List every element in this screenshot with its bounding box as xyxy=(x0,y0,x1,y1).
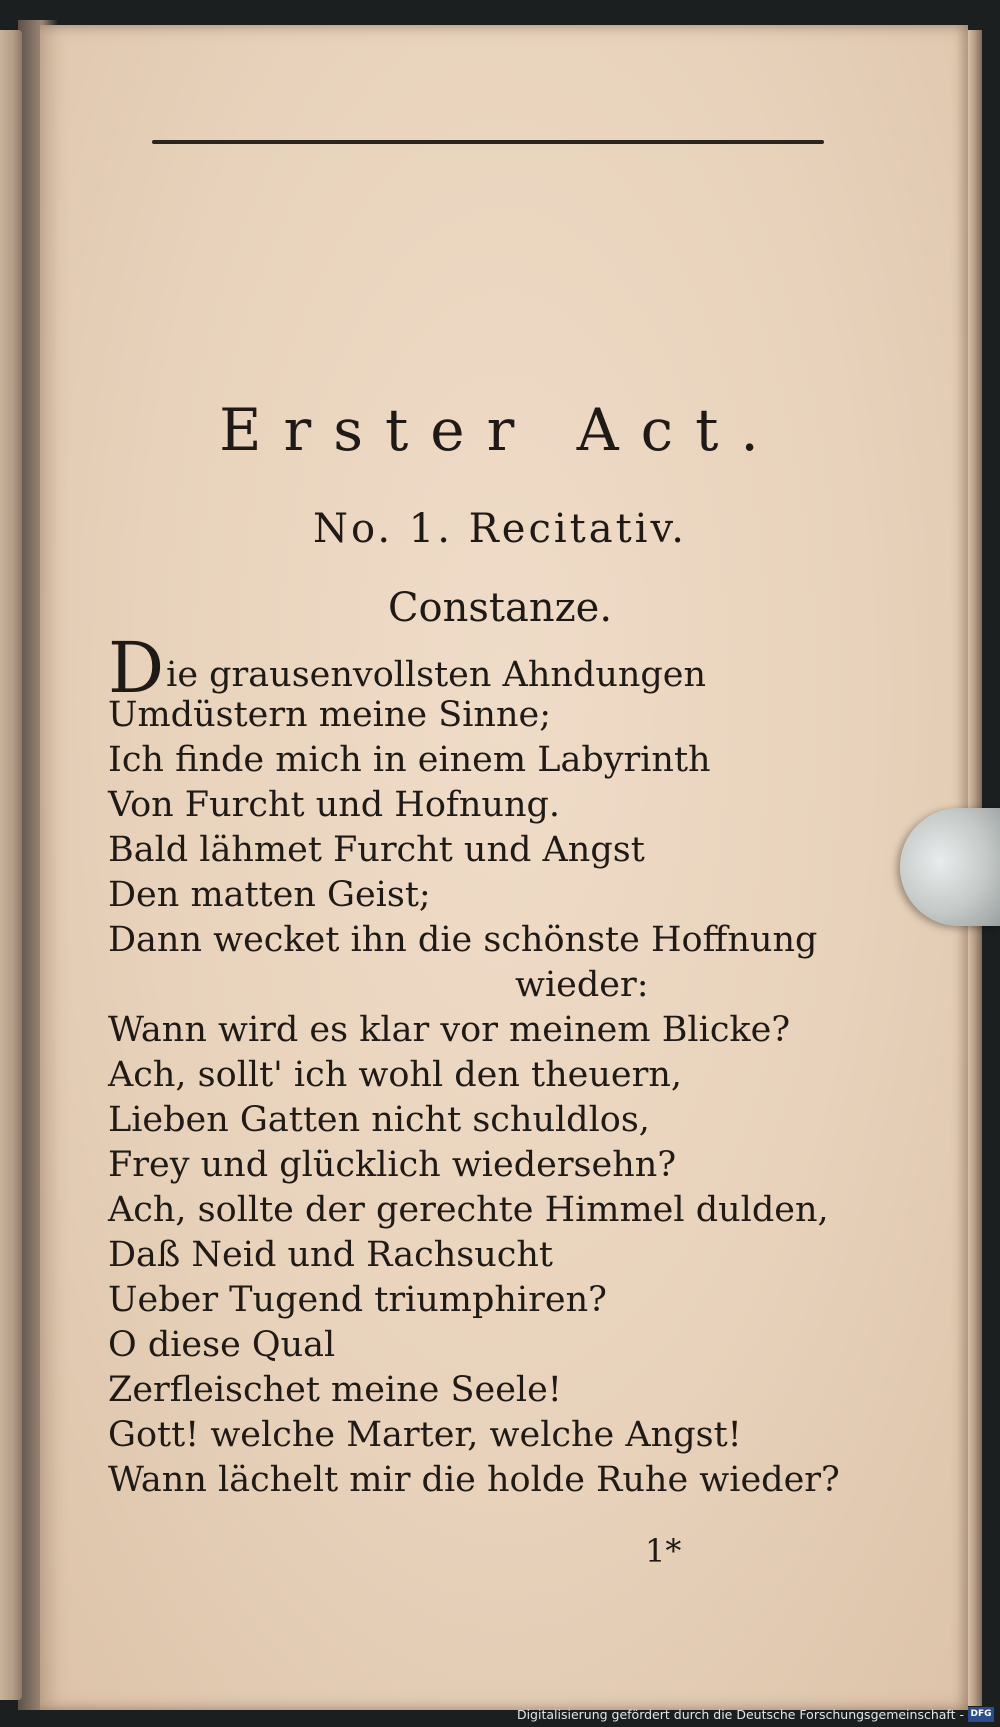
verse-line: Ach, sollt' ich wohl den theuern, xyxy=(108,1055,683,1095)
verse-line: Dann wecket ihn die schönste Hoffnung xyxy=(108,920,818,960)
speaker-name: Constanze. xyxy=(387,585,613,631)
verse-line: Den matten Geist; xyxy=(108,875,431,915)
recitative-text xyxy=(108,627,868,1503)
verse-line: Bald lähmet Furcht und Angst xyxy=(108,830,645,870)
drop-cap: D xyxy=(108,627,165,709)
verse-line xyxy=(108,627,868,709)
verse-line: O diese Qual xyxy=(108,1325,336,1365)
number-heading: No. 1. Recitativ. xyxy=(312,506,688,552)
verse-line: Wann lächelt mir die holde Ruhe wieder? xyxy=(108,1460,840,1500)
verse-line: Frey und glücklich wiedersehn? xyxy=(108,1145,677,1185)
signature-mark: 1* xyxy=(645,1532,682,1570)
verse-line: Daß Neid und Rachsucht xyxy=(108,1235,553,1275)
funding-credit: Digitalisierung gefördert durch die Deutsche Forschungsgemeinschaft - xyxy=(516,1707,964,1722)
verse-line: Ach, sollte der gerechte Himmel dulden, xyxy=(108,1190,829,1230)
verse-line: Lieben Gatten nicht schuldlos, xyxy=(108,1100,650,1140)
verse-line-continuation: wieder: xyxy=(515,965,649,1005)
facing-page-edge xyxy=(0,30,22,1700)
verse-line: Wann wird es klar vor meinem Blicke? xyxy=(108,1010,791,1050)
verse-line: Zerfleischet meine Seele! xyxy=(108,1370,562,1410)
verse-line: Umdüstern meine Sinne; xyxy=(108,695,552,735)
footer-bar xyxy=(0,1703,1000,1725)
verse-line: Gott! welche Marter, welche Angst! xyxy=(108,1415,742,1455)
verse-line: Von Furcht und Hofnung. xyxy=(108,785,561,825)
verse-line-text: ie grausenvollsten Ahndungen xyxy=(166,655,707,695)
act-title: Erster Act. xyxy=(219,396,781,464)
top-rule xyxy=(152,140,824,144)
verse-line: Ich finde mich in einem Labyrinth xyxy=(108,740,711,780)
verse-line: Ueber Tugend triumphiren? xyxy=(108,1280,607,1320)
dfg-logo: DFG xyxy=(968,1707,994,1722)
